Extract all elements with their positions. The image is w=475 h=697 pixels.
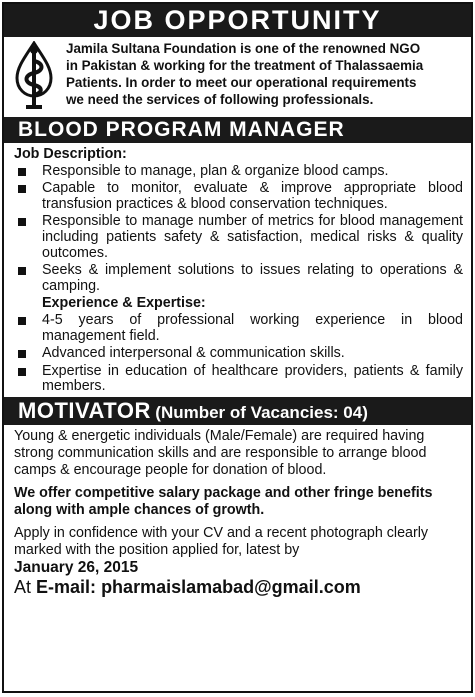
ad-title: JOB OPPORTUNITY xyxy=(4,4,471,37)
vacancies-count: (Number of Vacancies: 04) xyxy=(155,402,368,422)
drop-and-serpent-logo-icon xyxy=(12,41,56,111)
motivator-description: Young & energetic individuals (Male/Female) are required having strong communication skills and are responsible to arrange blood camps & encourage people for donation of blood. xyxy=(14,427,427,478)
intro-block xyxy=(4,37,471,117)
motivator-details xyxy=(4,425,471,598)
list-item-text: Responsible to manage number of metrics for blood management including patients safety & satisfaction, medical risks & quality outcomes. xyxy=(42,213,463,261)
list-item xyxy=(14,164,463,180)
job-description-list xyxy=(14,164,463,295)
list-item xyxy=(14,181,463,212)
list-item-text: Seeks & implement solutions to issues relating to operations & camping. xyxy=(42,262,463,294)
list-item xyxy=(14,364,463,395)
list-item-text: Capable to monitor, evaluate & improve appropriate blood transfusion practices & blood conservation techniques. xyxy=(42,180,463,212)
intro-line: we need the services of following professionals. xyxy=(66,92,374,107)
list-item xyxy=(14,346,463,362)
job-advertisement xyxy=(2,2,473,693)
square-bullet-icon xyxy=(18,267,26,275)
square-bullet-icon xyxy=(18,350,26,358)
deadline-date: January 26, 2015 xyxy=(14,558,139,576)
square-bullet-icon xyxy=(18,368,26,376)
apply-text: Apply in confidence with your CV and a recent photograph clearly marked with the position applied for, latest by xyxy=(14,524,429,558)
list-item xyxy=(14,263,463,294)
list-item xyxy=(14,214,463,261)
experience-heading: Experience & Expertise: xyxy=(42,295,206,312)
experience-list xyxy=(14,313,463,395)
square-bullet-icon xyxy=(18,317,26,325)
list-item xyxy=(14,313,463,344)
intro-line: Patients. In order to meet our operational requirements xyxy=(66,75,417,90)
motivator-title: MOTIVATOR xyxy=(18,397,151,423)
list-item-text: Advanced interpersonal & communication skills. xyxy=(42,345,345,362)
offer-text: We offer competitive salary package and other fringe benefits along with ample chances of growth. xyxy=(14,484,433,518)
email-label: E-mail: xyxy=(36,576,97,597)
job-description-heading: Job Description: xyxy=(14,146,127,162)
blood-program-manager-details xyxy=(4,143,471,395)
email-line xyxy=(14,576,463,598)
intro-line: Jamila Sultana Foundation is one of the renowned NGO xyxy=(66,41,421,56)
position-title-blood-program-manager: BLOOD PROGRAM MANAGER xyxy=(4,117,471,143)
email-address[interactable]: pharmaislamabad@gmail.com xyxy=(101,576,361,597)
list-item-text: 4-5 years of professional working experience in blood management field. xyxy=(42,311,463,344)
square-bullet-icon xyxy=(18,185,26,193)
list-item-text: Expertise in education of healthcare providers, patients & family members. xyxy=(42,362,463,395)
email-prefix: At xyxy=(14,576,32,597)
intro-line: in Pakistan & working for the treatment of Thalassaemia xyxy=(66,58,424,73)
position-title-motivator xyxy=(4,397,471,425)
square-bullet-icon xyxy=(18,168,26,176)
list-item-text: Responsible to manage, plan & organize blood camps. xyxy=(42,162,389,179)
square-bullet-icon xyxy=(18,218,26,226)
